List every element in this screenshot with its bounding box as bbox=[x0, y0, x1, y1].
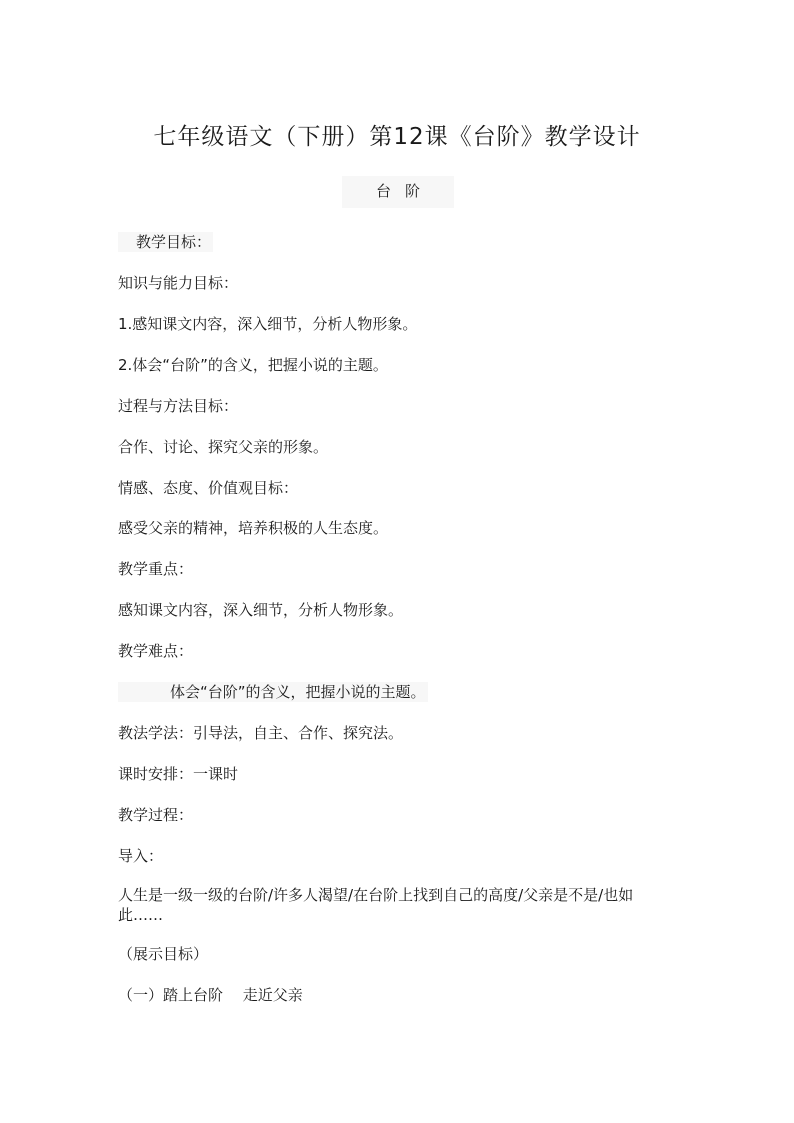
emotion-attitude-heading: 情感、态度、价值观目标： bbox=[118, 479, 299, 497]
objective-item-2: 2.体会“台阶”的含义，把握小说的主题。 bbox=[118, 356, 388, 374]
knowledge-ability-heading: 知识与能力目标： bbox=[118, 274, 239, 292]
show-objectives: （展示目标） bbox=[118, 945, 209, 963]
introduction-poem: 人生是一级一级的台阶/许多人渴望/在台阶上找到自己的高度/父亲是不是/也如此…… bbox=[118, 886, 634, 924]
emotion-attitude-text: 感受父亲的精神，培养积极的人生态度。 bbox=[118, 519, 389, 537]
teaching-methods: 教法学法：引导法，自主、合作、探究法。 bbox=[118, 724, 404, 742]
subtitle-highlight bbox=[342, 176, 454, 208]
teaching-objectives-heading: 教学目标： bbox=[118, 232, 213, 252]
teaching-difficulty-heading: 教学难点： bbox=[118, 642, 194, 660]
teaching-focus-heading: 教学重点： bbox=[118, 560, 194, 578]
process-method-heading: 过程与方法目标： bbox=[118, 397, 239, 415]
introduction-heading: 导入： bbox=[118, 847, 164, 865]
document-subtitle: 台阶 bbox=[375, 182, 434, 200]
teaching-focus-text: 感知课文内容，深入细节，分析人物形象。 bbox=[118, 601, 404, 619]
section-one-heading: （一）踏上台阶 走近父亲 bbox=[118, 986, 303, 1004]
objective-item-1: 1.感知课文内容，深入细节，分析人物形象。 bbox=[118, 315, 418, 333]
teaching-process-heading: 教学过程： bbox=[118, 806, 194, 824]
document-title: 七年级语文（下册）第12课《台阶》教学设计 bbox=[153, 124, 641, 150]
class-schedule: 课时安排：一课时 bbox=[118, 765, 239, 783]
process-method-text: 合作、讨论、探究父亲的形象。 bbox=[118, 438, 329, 456]
teaching-difficulty-text: 体会“台阶”的含义，把握小说的主题。 bbox=[118, 682, 428, 702]
